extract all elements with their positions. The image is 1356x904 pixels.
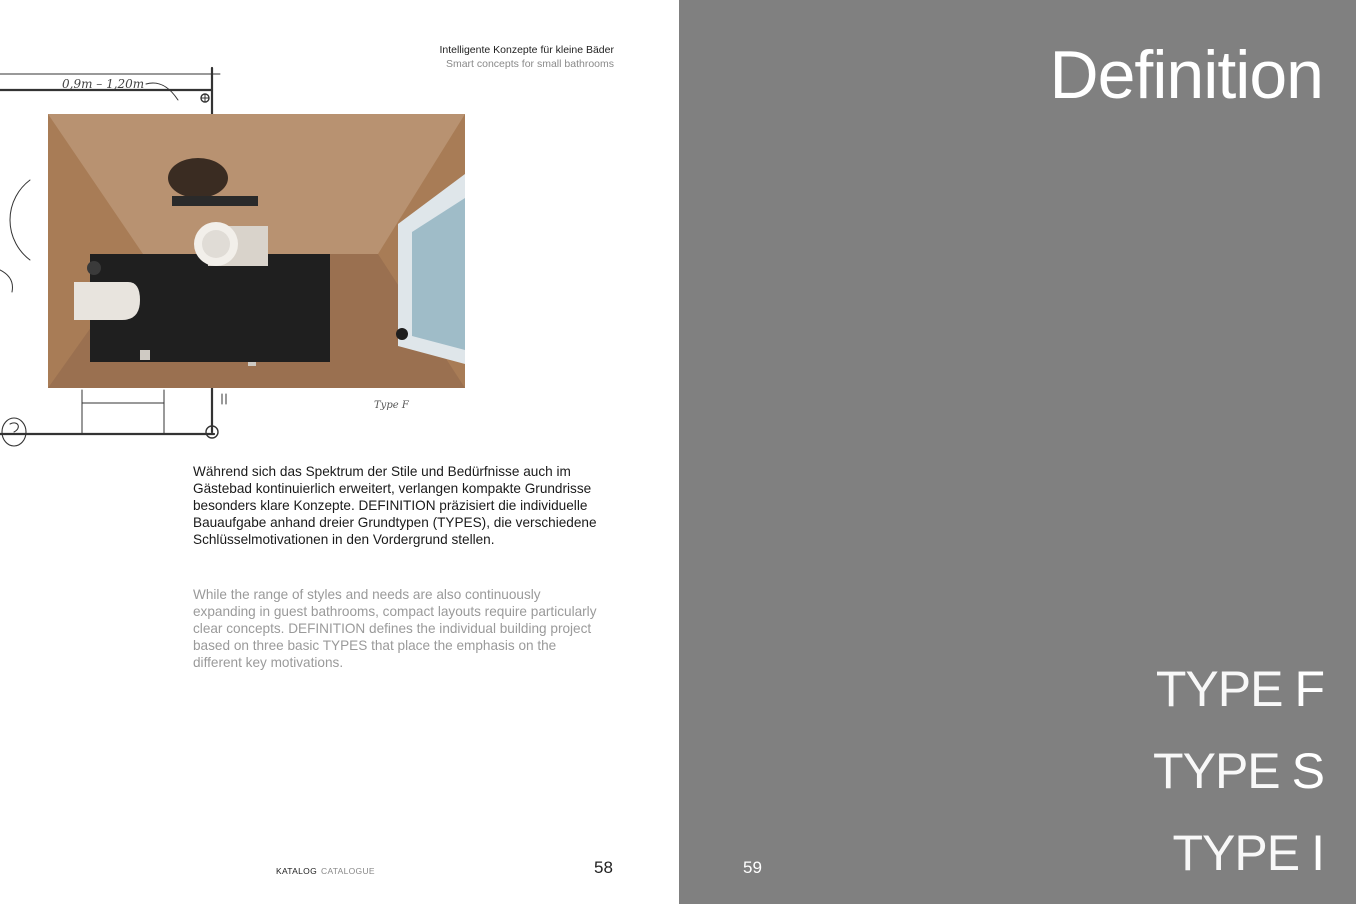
footer-catalogue: CATALOGUE — [321, 866, 375, 876]
type-letter: F — [1294, 661, 1324, 717]
page-number-right: 59 — [743, 858, 762, 877]
type-i — [1173, 824, 1325, 882]
type-letter: S — [1291, 743, 1324, 799]
type-word: TYPE — [1153, 743, 1280, 799]
type-f — [1156, 660, 1324, 718]
right-page — [679, 0, 1356, 904]
sketch-dimension: 0,9m – 1,20m — [62, 77, 145, 91]
body-text-german: Während sich das Spektrum der Stile und Bedürfnisse auch im Gästebad kontinuierlich erweitert, verlangen kompakte Grundrisse besonders klare Konzepte. DEFINITION präzisiert die individuelle Bauaufgabe anhand dreier Grundtypen (TYPES), die verschiedene Schlüsselmotivationen in den Vordergrund stellen. — [193, 464, 597, 547]
sketch-type-label: Type F — [374, 400, 409, 411]
body-text-english: While the range of styles and needs are also continuously expanding in guest bathrooms, compact layouts require particularly clear concepts. DEFINITION defines the individual building project based on three basic TYPES that place the emphasis on the different key motivations. — [193, 587, 597, 670]
footer-katalog: KATALOG — [276, 866, 317, 876]
page-number-left: 58 — [594, 858, 613, 877]
type-word: TYPE — [1155, 661, 1283, 717]
footer-catalogue-label — [276, 866, 375, 876]
type-s — [1153, 742, 1324, 800]
header-english: Smart concepts for small bathrooms — [445, 58, 614, 70]
bathroom-photo — [48, 114, 465, 388]
type-letter: I — [1311, 825, 1324, 881]
type-word: TYPE — [1172, 825, 1300, 881]
page-title: Definition — [1049, 37, 1323, 113]
header-german: Intelligente Konzepte für kleine Bäder — [439, 44, 614, 56]
